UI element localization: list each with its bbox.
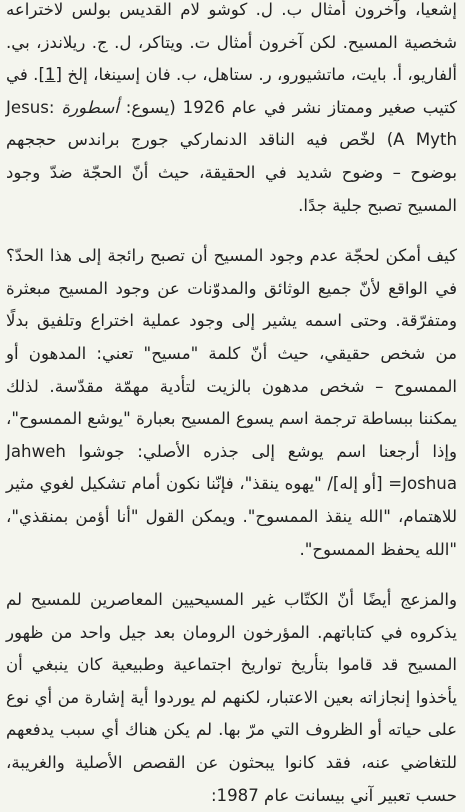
paragraph-1-text-a: إشعيا، وآخرون أمثال ب. ل. كوشو لام القديس بولس لاختراعه شخصية المسيح. لكن آخرون أمثال ت. ويتاكر، ل. ج. ريلاندز، بي. ألفاريو، أ. بايت، ماتشيورو، ر. ستاهل، ب. فان إسينغا، إلخ [6, 0, 458, 85]
paragraph-1-text-c: Jesus: A Myth) لخّص فيه الناقد الدنماركي جورج براندس حججهم بوضوح – وضوح شديد في الحقيقة، حيث أنّ الحجّة ضدّ وجود المسيح تصبح جلية جدًا. [6, 97, 457, 215]
paragraph-1 [6, 0, 457, 222]
book-title-italic: أسطورة [61, 97, 119, 117]
paragraph-3: والمزعج أيضًا أنّ الكتّاب غير المسيحيين المعاصرين للمسيح لم يذكروه في كتاباتهم. المؤرخون الرومان بعد جيل واحد من ظهور المسيح قد قاموا بتأريخ تواريخ اجتماعية وطبيعية كان ينبغي أن يأخذوا إنجازاته بعين الاعتبار، لكنهم لم يوردوا أية إشارة من أي نوع على حياته أو الظروف التي مرّ بها. لم يكن هناك أي سبب يدفعهم للتغاضي عنه، فقد كانوا يبحثون عن القصص الأصلية والغريبة، حسب تعبير آني بيسانت عام 1987: [6, 590, 457, 805]
footnote-link-1[interactable]: [1] [38, 65, 62, 85]
paragraph-1-text-b: . في كتيب صغير وممتاز نشر في عام 1926 (يسوع: [6, 65, 457, 117]
paragraph-2: كيف أمكن لحجّة عدم وجود المسيح أن تصبح رائجة إلى هذا الحدّ؟ في الواقع لأنّ جميع الوثائق والمدوّنات عن وجود المسيح مبعثرة ومتفرّقة. وحتى اسمه يشير إلى وجود عملية اختراع وتلفيق بدلًا من شخص حقيقي، حيث أنّ كلمة "مسيح" تعني: المدهون أو الممسوح – شخص مدهون بالزيت لتأدية مهمّة مقدّسة. لذلك يمكننا ببساطة ترجمة اسم يسوع المسيح بعبارة "يوشع الممسوح"، وإذا أرجعنا اسم يوشع إلى جذره الأصلي: جوشوا Jahweh =Joshua [أو إله]/ "يهوه ينقذ"، فإنّنا نكون أمام تشكيل لغوي مثير للاهتمام، "الله ينقذ الممسوح". ويمكن القول "أنا أؤمن بمنقذي"، "الله يحفظ الممسوح". [6, 246, 457, 559]
